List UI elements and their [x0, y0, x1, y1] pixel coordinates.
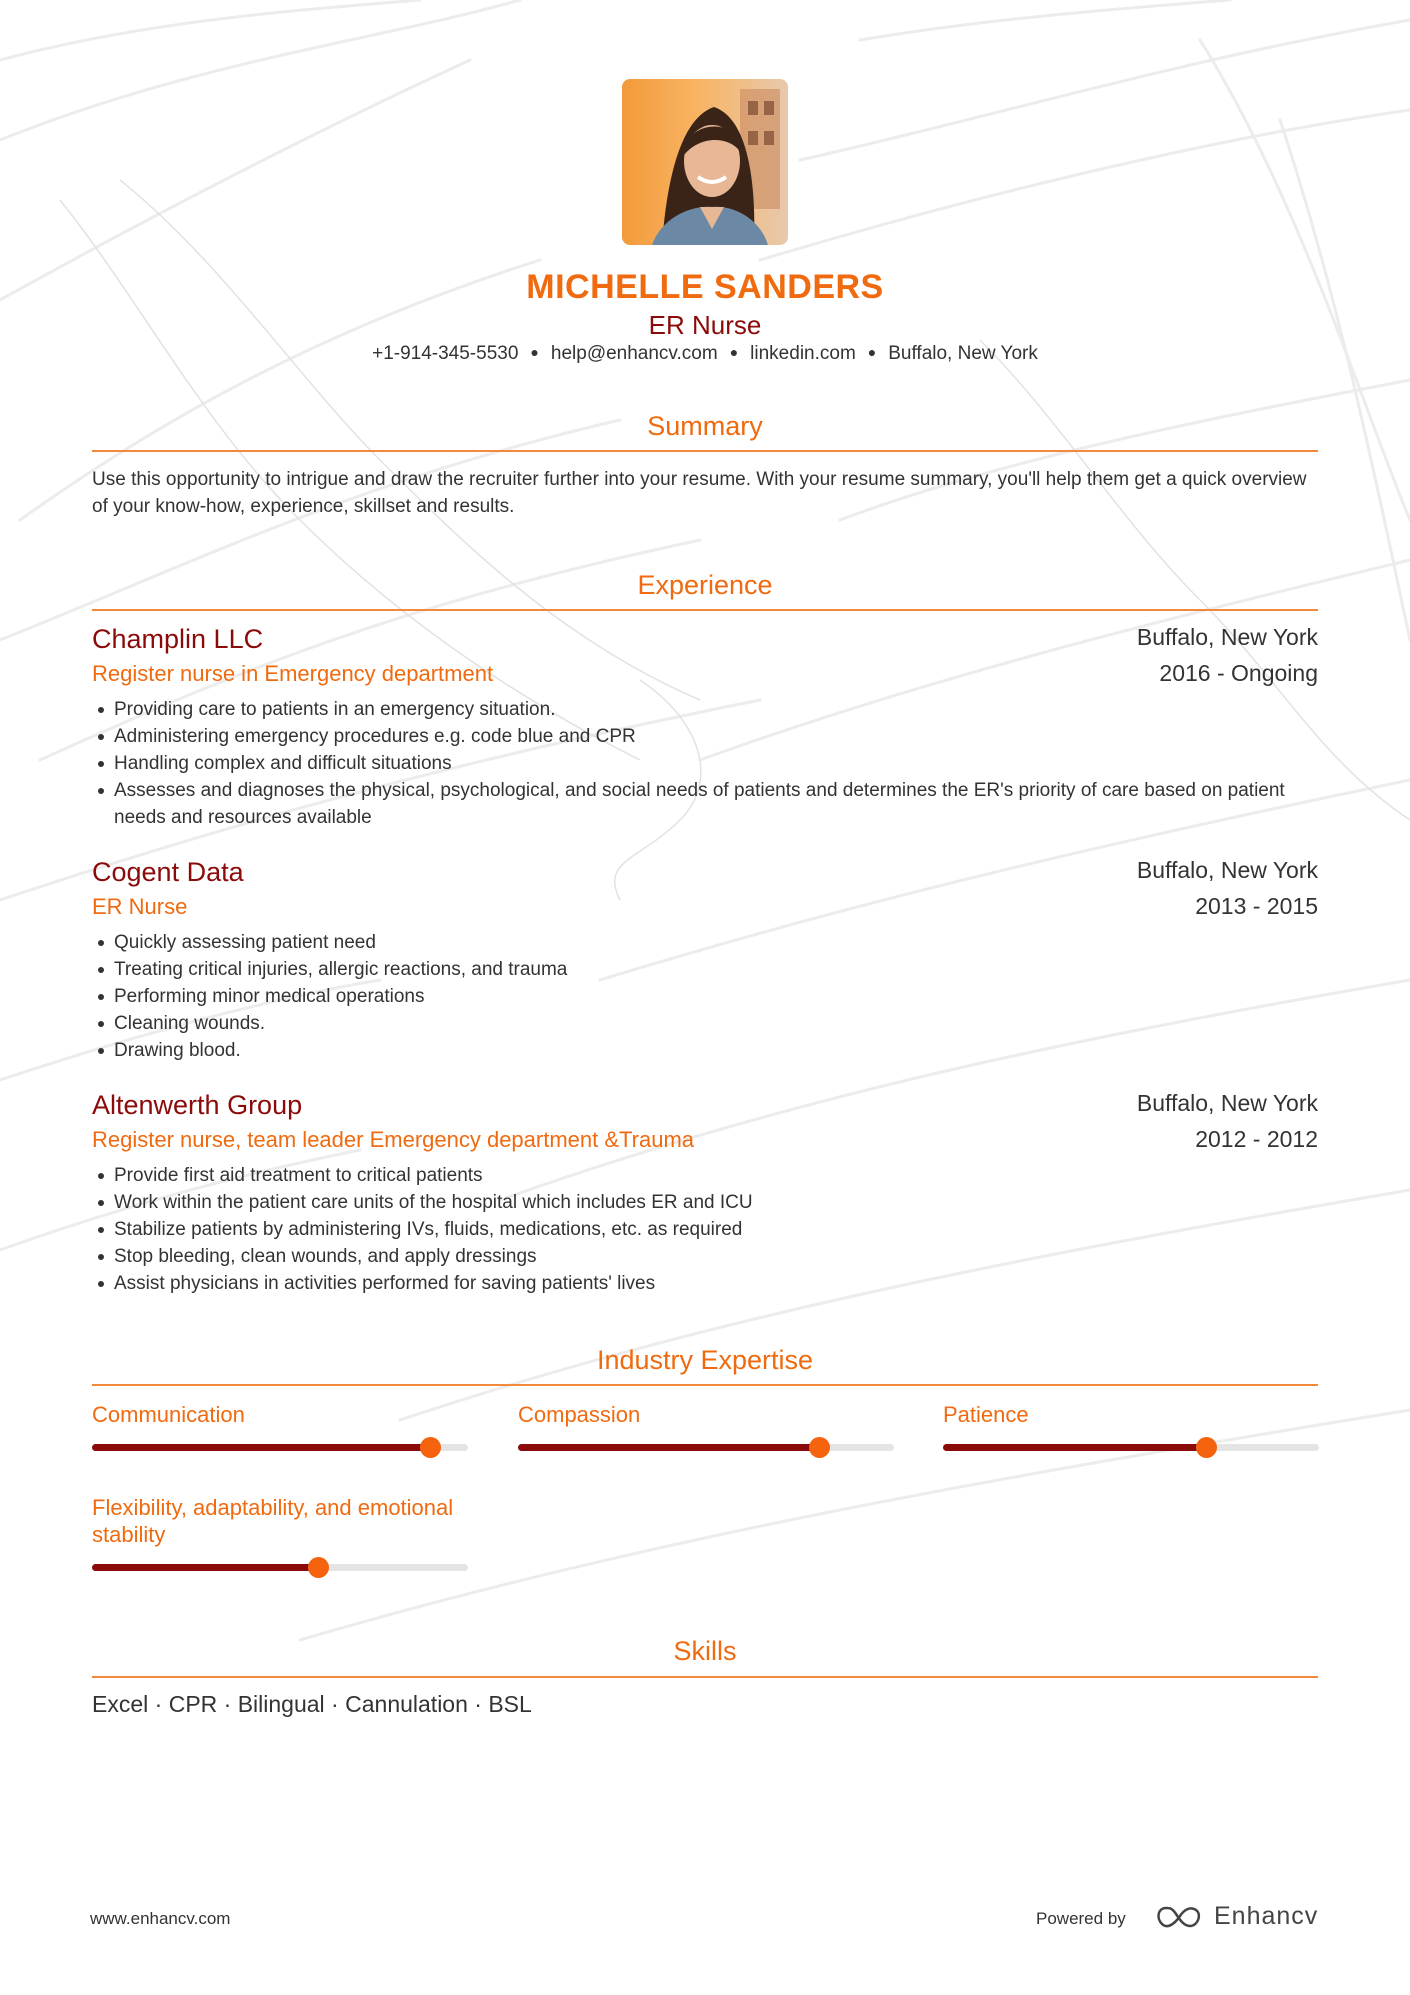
list-item: Administering emergency procedures e.g. code blue and CPR	[92, 723, 1318, 750]
skills-list: Excel · CPR · Bilingual · Cannulation · BSL	[92, 1691, 532, 1717]
expertise-label: Communication	[92, 1402, 245, 1427]
enhancv-logo-icon	[1154, 1898, 1202, 1938]
list-item: Performing minor medical operations	[92, 983, 1318, 1010]
profile-photo	[622, 79, 788, 245]
responsibility-list	[92, 929, 1318, 1064]
expertise-knob	[308, 1557, 329, 1578]
separator-dot: ●	[530, 344, 539, 360]
separator-dot: ●	[729, 344, 739, 360]
footer-url[interactable]: www.enhancv.com	[90, 1909, 231, 1928]
list-item: Providing care to patients in an emergency situation.	[92, 696, 1318, 723]
expertise-track	[518, 1444, 894, 1451]
expertise-fill	[92, 1444, 430, 1451]
summary-divider	[92, 450, 1318, 452]
experience-divider	[92, 609, 1318, 611]
skill-tag: Cannulation	[345, 1691, 468, 1717]
expertise-label: Flexibility, adaptability, and emotional stability	[92, 1495, 454, 1547]
job-location: Buffalo, New York	[1136, 624, 1318, 650]
phone-contact: +1-914-345-5530	[372, 343, 519, 364]
expertise-knob	[420, 1437, 441, 1458]
expertise-track	[92, 1564, 468, 1571]
job-dates: 2013 - 2015	[1195, 893, 1318, 919]
list-item: Cleaning wounds.	[92, 1010, 1318, 1037]
expertise-label: Compassion	[518, 1402, 641, 1427]
expertise-knob	[809, 1437, 830, 1458]
powered-by-label: Powered by	[1036, 1909, 1126, 1928]
summary-heading: Summary	[647, 411, 763, 441]
list-item: Drawing blood.	[92, 1037, 1318, 1064]
expertise-heading: Industry Expertise	[596, 1345, 814, 1375]
expertise-knob	[1196, 1437, 1217, 1458]
expertise-track	[943, 1444, 1319, 1451]
job-location: Buffalo, New York	[1136, 1090, 1318, 1116]
expertise-divider	[92, 1384, 1318, 1386]
skill-tag: CPR	[168, 1691, 218, 1717]
responsibility-list	[92, 696, 1318, 831]
expertise-track	[92, 1444, 468, 1451]
summary-text: Use this opportunity to intrigue and draw the recruiter further into your resume. With your resume summary, you'll help them get a quick overview of your know-how, experience, skillset and results.	[92, 469, 1307, 517]
job-location: Buffalo, New York	[1136, 857, 1318, 883]
linkedin-contact[interactable]: linkedin.com	[750, 343, 856, 364]
expertise-fill	[943, 1444, 1206, 1451]
list-item: Handling complex and difficult situations	[92, 750, 1318, 777]
company-name: Altenwerth Group	[92, 1090, 303, 1120]
experience-heading: Experience	[637, 570, 773, 600]
responsibility-list	[92, 1162, 1318, 1297]
location-contact: Buffalo, New York	[888, 343, 1038, 364]
separator-dot: ●	[867, 344, 877, 360]
skill-tag: Excel	[92, 1691, 149, 1717]
list-item: Stabilize patients by administering IVs, fluids, medications, etc. as required	[92, 1216, 1318, 1243]
list-item: Assesses and diagnoses the physical, psychological, and social needs of patients and determines the ER's priority of care based on patient needs and resources available	[92, 777, 1318, 831]
job-role: ER Nurse	[92, 894, 188, 919]
skills-divider	[92, 1676, 1318, 1678]
list-item: Treating critical injuries, allergic reactions, and trauma	[92, 956, 1318, 983]
candidate-title: ER Nurse	[648, 310, 762, 340]
skill-tag: BSL	[488, 1691, 532, 1717]
company-name: Cogent Data	[92, 857, 244, 887]
expertise-item	[943, 1401, 1319, 1428]
expertise-item	[92, 1494, 468, 1548]
list-item: Work within the patient care units of the hospital which includes ER and ICU	[92, 1189, 1318, 1216]
skill-tag: Bilingual	[237, 1691, 325, 1717]
email-contact[interactable]: help@enhancv.com	[550, 343, 718, 364]
enhancv-brand: Enhancv	[1214, 1902, 1319, 1930]
list-item: Stop bleeding, clean wounds, and apply dressings	[92, 1243, 1318, 1270]
job-role: Register nurse in Emergency department	[92, 661, 494, 686]
job-dates: 2016 - Ongoing	[1159, 660, 1318, 686]
job-role: Register nurse, team leader Emergency department &Trauma	[92, 1127, 695, 1152]
job-dates: 2012 - 2012	[1195, 1126, 1318, 1152]
expertise-label: Patience	[943, 1402, 1029, 1427]
expertise-item	[518, 1401, 894, 1428]
company-name: Champlin LLC	[92, 624, 264, 654]
expertise-fill	[518, 1444, 819, 1451]
list-item: Assist physicians in activities performed for saving patients' lives	[92, 1270, 1318, 1297]
expertise-item	[92, 1401, 468, 1428]
candidate-name: MICHELLE SANDERS	[526, 268, 884, 306]
list-item: Quickly assessing patient need	[92, 929, 1318, 956]
skills-heading: Skills	[673, 1636, 737, 1666]
expertise-fill	[92, 1564, 318, 1571]
list-item: Provide first aid treatment to critical patients	[92, 1162, 1318, 1189]
contact-line	[0, 343, 1410, 365]
